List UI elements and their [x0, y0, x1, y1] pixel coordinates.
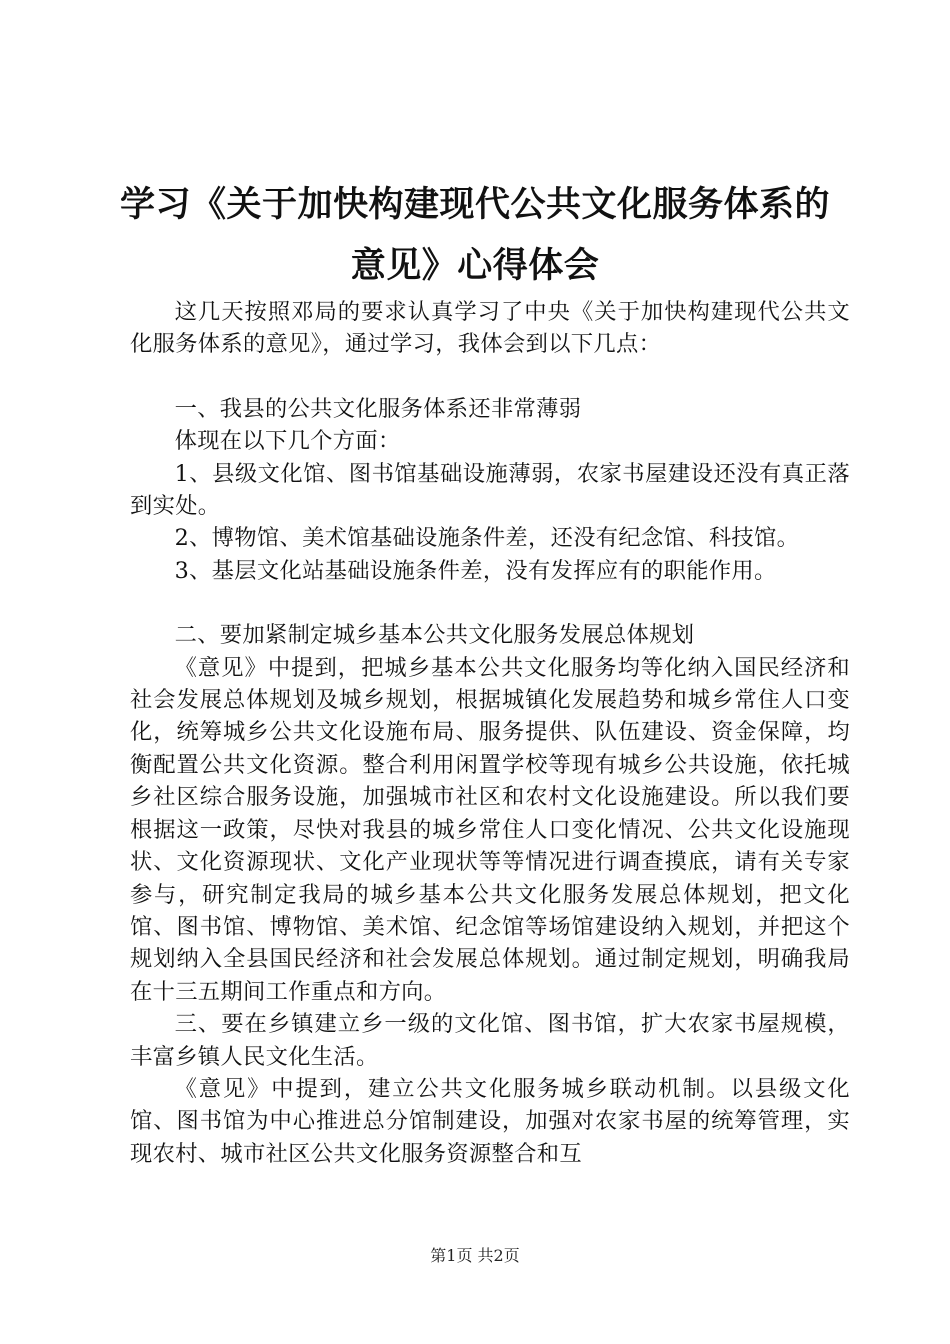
document-body: [130, 296, 850, 1170]
page-footer: 第1页 共2页: [430, 1246, 520, 1265]
paragraph: 体现在以下几个方面：: [174, 428, 401, 455]
paragraph-intro: 这几天按照邓局的要求认真学习了中央《关于加快构建现代公共文化服务体系的意见》，通过学习，我体会到以下几点：: [130, 299, 850, 358]
section-heading-1: 一、我县的公共文化服务体系还非常薄弱: [174, 395, 582, 422]
list-item: 3、基层文化站基础设施条件差，没有发挥应有的职能作用。: [174, 557, 777, 584]
section-heading-3: 三、要在乡镇建立乡一级的文化馆、图书馆，扩大农家书屋规模，丰富乡镇人民文化生活。: [130, 1011, 850, 1070]
list-item: 1、县级文化馆、图书馆基础设施薄弱，农家书屋建设还没有真正落到实处。: [130, 460, 850, 520]
paragraph: 《意见》中提到，把城乡基本公共文化服务均等化纳入国民经济和社会发展总体规划及城乡规划，根据城镇化发展趋势和城乡常住人口变化，统筹城乡公共文化设施布局、服务提供、队伍建设、资金保障，均衡配置公共文化资源。整合利用闲置学校等现有城乡公共设施，依托城乡社区综合服务设施，加强城市社区和农村文化设施建设。所以我们要根据这一政策，尽快对我县的城乡常住人口变化情况、公共文化设施现状、文化资源现状、文化产业现状等等情况进行调查摸底，请有关专家参与，研究制定我局的城乡基本公共文化服务发展总体规划，把文化馆、图书馆、博物馆、美术馆、纪念馆等场馆建设纳入规划，并把这个规划纳入全县国民经济和社会发展总体规划。通过制定规划，明确我局在十三五期间工作重点和方向。: [130, 654, 850, 1005]
list-item: 2、博物馆、美术馆基础设施条件差，还没有纪念馆、科技馆。: [174, 525, 800, 552]
document-title-line-1: 学习《关于加快构建现代公共文化服务体系的: [119, 185, 830, 225]
paragraph: 《意见》中提到，建立公共文化服务城乡联动机制。以县级文化馆、图书馆为中心推进总分馆制建设，加强对农家书屋的统筹管理，实现农村、城市社区公共文化服务资源整合和互: [130, 1075, 850, 1167]
document-title-line-2: 意见》心得体会: [350, 246, 600, 286]
section-heading-2: 二、要加紧制定城乡基本公共文化服务发展总体规划: [174, 622, 695, 649]
